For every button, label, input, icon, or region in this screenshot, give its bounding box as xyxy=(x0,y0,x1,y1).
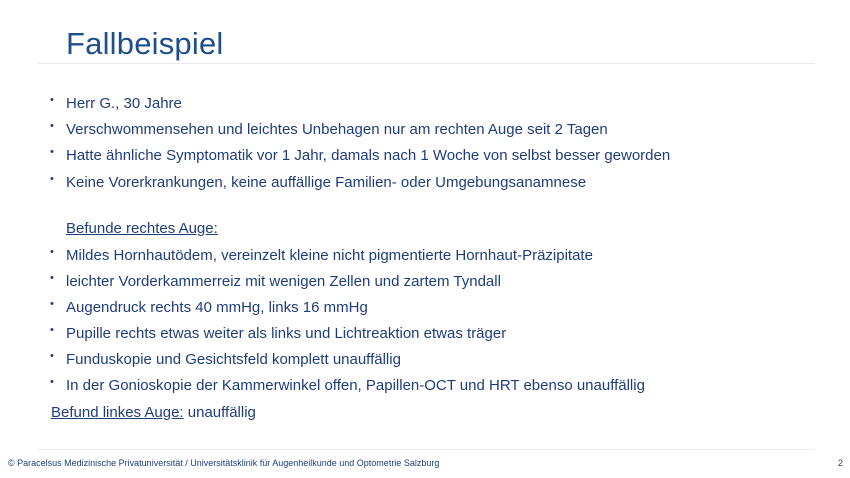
left-eye-value: unauffällig xyxy=(187,404,256,421)
bullet-icon: • xyxy=(50,324,54,336)
page-number: 2 xyxy=(837,458,843,468)
left-eye-label: Befund linkes Auge: xyxy=(51,404,184,421)
list-item-text: Funduskopie und Gesichtsfeld komplett unauffällig xyxy=(66,351,401,368)
bullet-icon: • xyxy=(50,350,54,362)
footer-divider xyxy=(38,449,815,450)
list-item-text: Herr G., 30 Jahre xyxy=(66,95,182,112)
list-item-text: Augendruck rechts 40 mmHg, links 16 mmHg xyxy=(66,299,368,316)
list-item-text: Pupille rechts etwas weiter als links und Lichtreaktion etwas träger xyxy=(66,325,507,342)
list-item-text: Keine Vorerkrankungen, keine auffällige Familien- oder Umgebungsanamnese xyxy=(66,174,587,191)
bullet-icon: • xyxy=(50,94,54,106)
bullet-icon: • xyxy=(50,246,54,258)
left-eye-finding xyxy=(51,404,256,421)
bullet-icon: • xyxy=(50,272,54,284)
list-item-text: Verschwommensehen und leichtes Unbehagen nur am rechten Auge seit 2 Tagen xyxy=(66,121,608,138)
right-eye-heading: Befunde rechtes Auge: xyxy=(66,220,218,237)
bullet-icon: • xyxy=(50,173,54,185)
footer-text: © Paracelsus Medizinische Privatuniversität / Universitätsklinik für Augenheilkunde und Optometrie Salzburg xyxy=(8,458,440,468)
slide-title: Fallbeispiel xyxy=(66,26,224,61)
bullet-icon: • xyxy=(50,120,54,132)
bullet-icon: • xyxy=(50,298,54,310)
bullet-icon: • xyxy=(50,146,54,158)
list-item-text: Hatte ähnliche Symptomatik vor 1 Jahr, damals nach 1 Woche von selbst besser geworden xyxy=(66,147,671,164)
list-item-text: In der Gonioskopie der Kammerwinkel offen, Papillen-OCT und HRT ebenso unauffällig xyxy=(66,377,645,394)
list-item-text: Mildes Hornhautödem, vereinzelt kleine nicht pigmentierte Hornhaut-Präzipitate xyxy=(66,247,593,264)
title-divider xyxy=(38,63,815,64)
list-item-text: leichter Vorderkammerreiz mit wenigen Zellen und zartem Tyndall xyxy=(66,273,501,290)
bullet-icon: • xyxy=(50,376,54,388)
